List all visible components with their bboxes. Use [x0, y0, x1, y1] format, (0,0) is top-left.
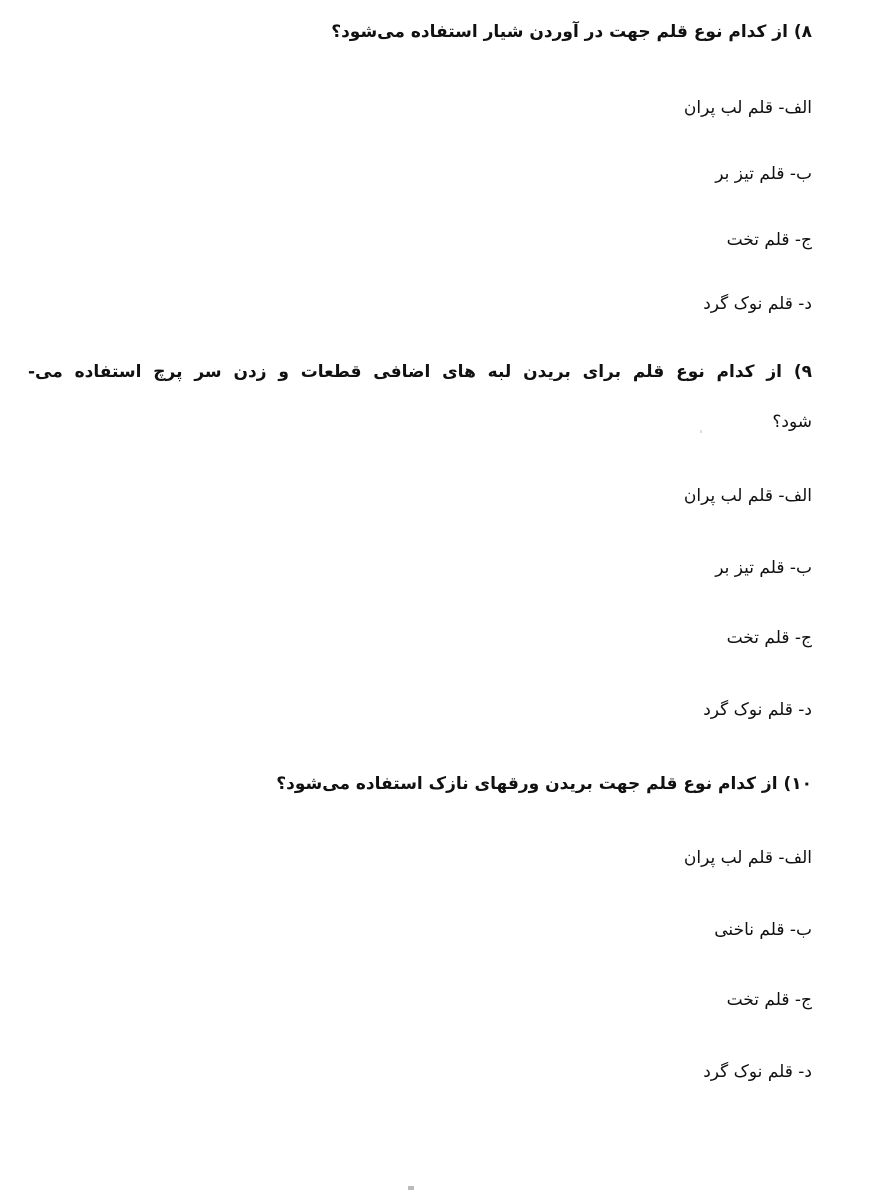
question-9-option-a: الف- قلم لب پران — [683, 486, 812, 506]
question-10-option-d: د- قلم نوک گرد — [703, 1062, 812, 1082]
question-9-text-line1: ۹) از کدام نوع قلم برای بریدن لبه های اضافی قطعات و زدن سر پرچ استفاده می- — [28, 362, 812, 382]
question-10-option-b: ب- قلم ناخنی — [714, 920, 812, 940]
question-10-option-c: ج- قلم تخت — [726, 990, 812, 1010]
question-9-option-b: ب- قلم تیز بر — [715, 558, 812, 578]
question-9-option-c: ج- قلم تخت — [726, 628, 812, 648]
question-8-text: ۸) از کدام نوع قلم جهت در آوردن شیار استفاده می‌شود؟ — [331, 22, 812, 42]
question-8-option-a: الف- قلم لب پران — [683, 98, 812, 118]
question-8-option-c: ج- قلم تخت — [726, 230, 812, 250]
question-10-text: ۱۰) از کدام نوع قلم جهت بریدن ورقهای نازک استفاده می‌شود؟ — [276, 774, 812, 794]
question-8-option-d: د- قلم نوک گرد — [703, 294, 812, 314]
question-10-option-a: الف- قلم لب پران — [683, 848, 812, 868]
question-8-option-b: ب- قلم تیز بر — [715, 164, 812, 184]
page-number-mark — [408, 1186, 414, 1190]
question-9-option-d: د- قلم نوک گرد — [703, 700, 812, 720]
question-9-text-line2: شود؟ — [772, 412, 812, 432]
scan-speck — [700, 430, 702, 433]
